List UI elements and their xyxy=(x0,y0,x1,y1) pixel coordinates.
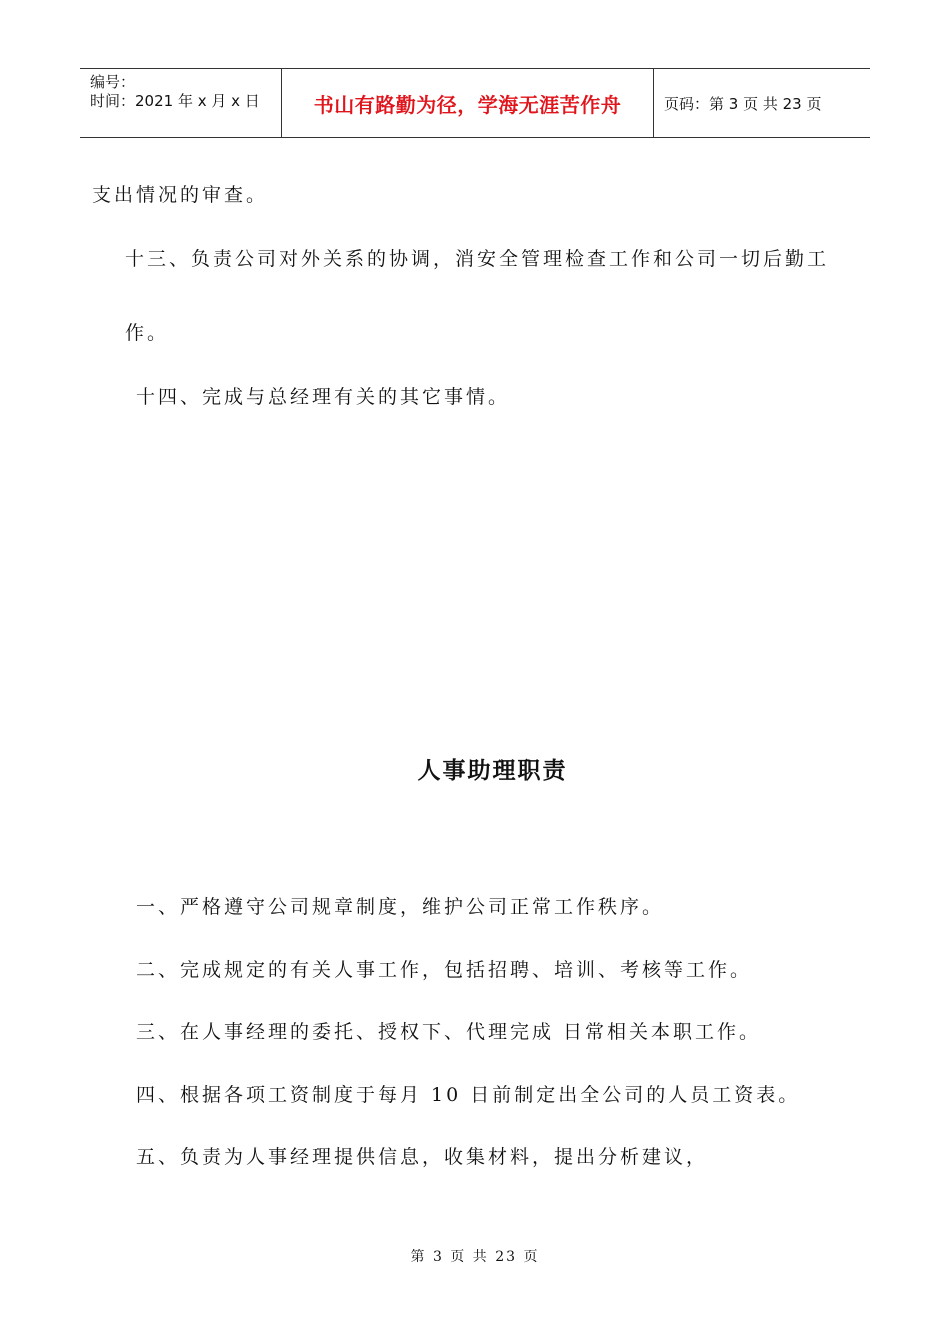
duty-item: 二、完成规定的有关人事工作，包括招聘、培训、考核等工作。 xyxy=(136,959,753,981)
duty-item: 三、在人事经理的委托、授权下、代理完成 日常相关本职工作。 xyxy=(136,1021,762,1043)
number-label: 编号： xyxy=(90,73,136,91)
duty-item: 四、根据各项工资制度于每月 10 日前制定出全公司的人员工资表。 xyxy=(136,1084,801,1106)
motto-text: 书山有路勤为径，学海无涯苦作舟 xyxy=(313,92,622,117)
body-line: 十三、负责公司对外关系的协调，消安全管理检查工作和公司一切后勤工 xyxy=(125,248,830,270)
page-footer: 第 3 页 共 23 页 xyxy=(410,1249,540,1265)
section-title: 人事助理职责 xyxy=(417,758,568,784)
duty-item: 一、严格遵守公司规章制度，维护公司正常工作秩序。 xyxy=(136,896,665,918)
body-line: 支出情况的审查。 xyxy=(92,184,269,206)
document-header xyxy=(80,68,870,138)
header-motto-cell xyxy=(282,69,654,137)
header-page-cell xyxy=(654,69,870,137)
time-label: 时间：2021 年 x 月 x 日 xyxy=(90,92,260,110)
header-meta xyxy=(80,69,282,137)
body-line: 作。 xyxy=(125,322,170,344)
body-line: 十四、完成与总经理有关的其它事情。 xyxy=(136,386,511,408)
page-info: 页码：第 3 页 共 23 页 xyxy=(664,94,822,113)
duty-item: 五、负责为人事经理提供信息，收集材料，提出分析建议， xyxy=(136,1146,709,1168)
